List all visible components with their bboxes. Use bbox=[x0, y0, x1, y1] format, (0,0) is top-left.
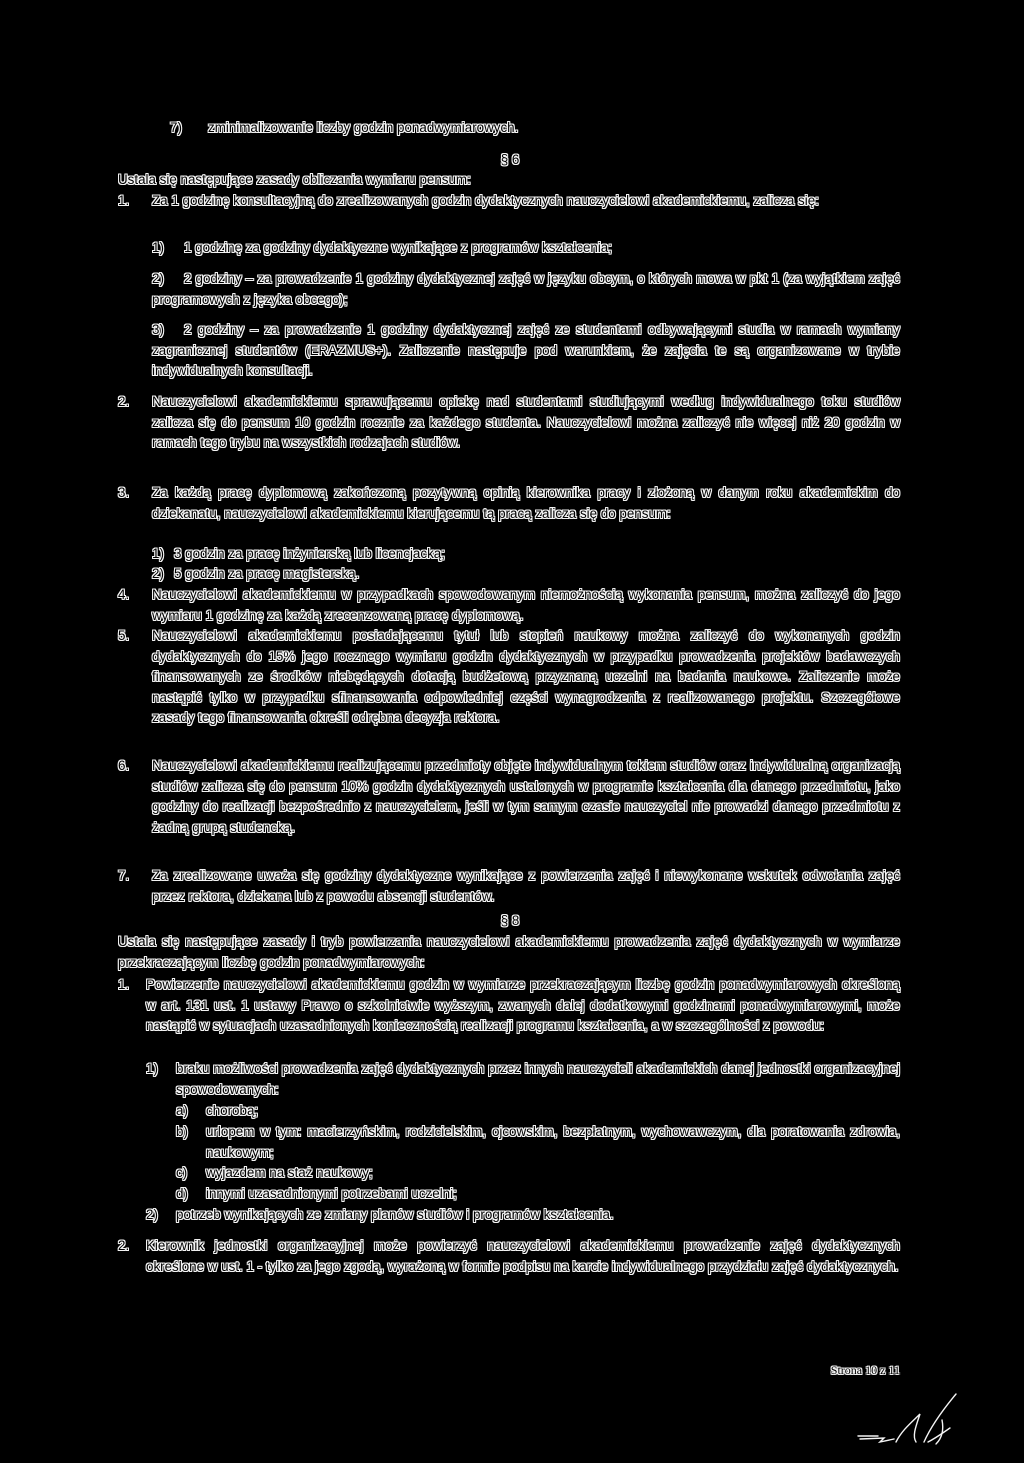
section-heading: § 8 bbox=[500, 913, 520, 928]
paragraph bbox=[118, 756, 900, 838]
paragraph-text: Nauczycielowi akademickiemu realizującemu przedmioty objęte indywidualnym tokiem studiów oraz indywidualną organizacją studiów zalicza się do pensum 10% godzin dydaktycznych ustalonych w programie kształcenia dla danego przedmiotu, jako godziny do realizacji bezpośrednio z nauczycielem, jeśli w tym samym czasie nauczyciel nie prowadzi danego przedmiotu z żadną grupą studencką. bbox=[152, 758, 900, 835]
paragraph bbox=[118, 191, 900, 212]
list-item bbox=[146, 1059, 900, 1100]
item-text: potrzeb wynikających ze zmiany planów studiów i programów kształcenia. bbox=[176, 1207, 614, 1222]
paragraph-number: 5. bbox=[118, 628, 130, 643]
item-number: 1) bbox=[152, 546, 164, 561]
paragraph-number: 7. bbox=[118, 868, 130, 883]
item-text: innymi uzasadnionymi potrzebami uczelni; bbox=[206, 1186, 457, 1201]
item-letter: a) bbox=[176, 1103, 188, 1118]
paragraph-text: Nauczycielowi akademickiemu sprawującemu opiekę nad studentami studiującymi według indywidualnego toku studiów zalicza się do pensum 10 godzin rocznie za każdego studenta. Nauczycielowi można zaliczyć nie więcej niż 20 godzin w ramach tego trybu na wszystkich rodzajach studiów. bbox=[152, 394, 900, 451]
item-text: 2 godziny – za prowadzenie 1 godziny dydaktycznej zajęć ze studentami odbywającymi studia w ramach wymiany zagranicznej studentów (ERAZMUS+). Zaliczenie następuje pod warunkiem, że zajęcia te są organizowane w trybie indywidualnych konsultacji. bbox=[152, 322, 900, 379]
section-heading: § 6 bbox=[500, 152, 520, 167]
list-item bbox=[152, 320, 900, 382]
item-text: zminimalizowanie liczby godzin ponadwymiarowych. bbox=[208, 120, 519, 135]
paragraph bbox=[118, 626, 900, 729]
item-text: urlopem w tym: macierzyńskim, rodzicielskim, ojcowskim, bezpłatnym, wychowawczym, dla poratowania zdrowia, naukowym; bbox=[206, 1124, 900, 1160]
paragraph bbox=[118, 975, 900, 1037]
section-intro: Ustala się następujące zasady obliczania wymiaru pensum: bbox=[118, 172, 471, 187]
list-item bbox=[152, 544, 900, 565]
paragraph-number: 3. bbox=[118, 485, 130, 500]
item-letter: c) bbox=[176, 1165, 188, 1180]
paragraph-number: 4. bbox=[118, 587, 130, 602]
list-item bbox=[146, 1205, 900, 1226]
item-letter: b) bbox=[176, 1124, 188, 1139]
paragraph bbox=[118, 866, 900, 907]
paragraph bbox=[118, 1236, 900, 1277]
paragraph bbox=[118, 483, 900, 524]
item-number: 1) bbox=[146, 1061, 158, 1076]
sub-list-item bbox=[176, 1101, 900, 1122]
sub-list-item bbox=[176, 1184, 900, 1205]
paragraph-number: 6. bbox=[118, 758, 130, 773]
list-item bbox=[152, 238, 900, 259]
item-number: 2) bbox=[146, 1207, 158, 1222]
item-number: 3) bbox=[152, 322, 164, 337]
paragraph-number: 1. bbox=[118, 193, 130, 208]
item-number: 1) bbox=[152, 240, 164, 255]
list-item bbox=[152, 564, 900, 585]
item-text: chorobą; bbox=[206, 1103, 259, 1118]
item-letter: d) bbox=[176, 1186, 188, 1201]
paragraph bbox=[118, 585, 900, 626]
item-text: 5 godzin za pracę magisterską. bbox=[174, 566, 360, 581]
section-intro: Ustala się następujące zasady i tryb powierzania nauczycielowi akademickiemu prowadzenia zajęć dydaktycznych w wymiarze przekraczającym liczbę godzin ponadwymiarowych: bbox=[118, 934, 900, 970]
paragraph-text: Za każdą pracę dyplomową zakończoną pozytywną opinią kierownika pracy i złożoną w danym roku akademickim do dziekanatu, nauczycielowi akademickiemu kierującemu tą pracą zalicza się do pensum: bbox=[152, 485, 900, 521]
item-text: braku możliwości prowadzenia zajęć dydaktycznych przez innych nauczycieli akademickich danej jednostki organizacyjnej spowodowanych: bbox=[176, 1061, 900, 1097]
paragraph-text: Nauczycielowi akademickiemu w przypadkach spowodowanym niemożnością wykonania pensum, można zaliczyć do jego wymiaru 1 godzinę za każdą zrecenzowaną pracę dyplomową. bbox=[152, 587, 900, 623]
paragraph-text: Kierownik jednostki organizacyjnej może powierzyć nauczycielowi akademickiemu prowadzenie zajęć dydaktycznych określone w ust. 1 - tylko za jego zgodą, wyrażoną w formie podpisu na karcie indywidualnego przydziału zajęć dydaktycznych. bbox=[146, 1238, 900, 1274]
paragraph-number: 1. bbox=[118, 977, 130, 992]
page-number: Strona 10 z 11 bbox=[830, 1363, 900, 1377]
item-text: 2 godziny – za prowadzenie 1 godziny dydaktycznej zajęć w języku obcym, o których mowa w pkt 1 (za wyjątkiem zajęć programowych z języka obcego); bbox=[152, 271, 900, 307]
paragraph-text: Nauczycielowi akademickiemu posiadającemu tytuł lub stopień naukowy można zaliczyć do wykonanych godzin dydaktycznych do 15% jego rocznego wymiaru godzin dydaktycznych w przypadku prowadzenia projektów badawczych finansowanych ze środków niebędących dotacją budżetową przyznaną uczelni na badania naukowe. Zaliczenie może nastąpić tylko w przypadku sfinansowania odpowiedniej części wynagrodzenia z realizowanego projektu. Szczegółowe zasady tego finansowania określi odrębna decyzja rektora. bbox=[152, 628, 900, 726]
list-item bbox=[170, 118, 900, 139]
paragraph-text: Powierzenie nauczycielowi akademickiemu godzin w wymiarze przekraczającym liczbę godzin ponadwymiarowych określoną w art. 131 ust. 1 ustawy Prawo o szkolnictwie wyższym, zwanych dalej dodatkowymi godzinami ponadwymiarowymi, może nastąpić w sytuacjach uzasadnionych koniecznością realizacji programu kształcenia, a w szczególności z powodu: bbox=[146, 977, 900, 1034]
paragraph-text: Za 1 godzinę konsultacyjną do zrealizowanych godzin dydaktycznych nauczycielowi akademickiemu, zalicza się: bbox=[152, 193, 819, 208]
item-text: 1 godzinę za godziny dydaktyczne wynikające z programów kształcenia; bbox=[184, 240, 612, 255]
paragraph bbox=[118, 392, 900, 454]
paragraph-text: Za zrealizowane uważa się godziny dydaktyczne wynikające z powierzenia zajęć i niewykonane wskutek odwołania zajęć przez rektora, dziekana lub z powodu absencji studentów. bbox=[152, 868, 900, 904]
paragraph-number: 2. bbox=[118, 394, 130, 409]
item-number: 2) bbox=[152, 271, 164, 286]
item-text: 3 godzin za pracę inżynierską lub licencjacką; bbox=[174, 546, 445, 561]
item-number: 2) bbox=[152, 566, 164, 581]
sub-list-item bbox=[176, 1163, 900, 1184]
sub-list-item bbox=[176, 1122, 900, 1163]
signature-image bbox=[850, 1392, 960, 1452]
item-text: wyjazdem na staż naukowy; bbox=[206, 1165, 373, 1180]
item-number: 7) bbox=[170, 120, 182, 135]
paragraph-number: 2. bbox=[118, 1238, 130, 1253]
list-item bbox=[152, 269, 900, 310]
